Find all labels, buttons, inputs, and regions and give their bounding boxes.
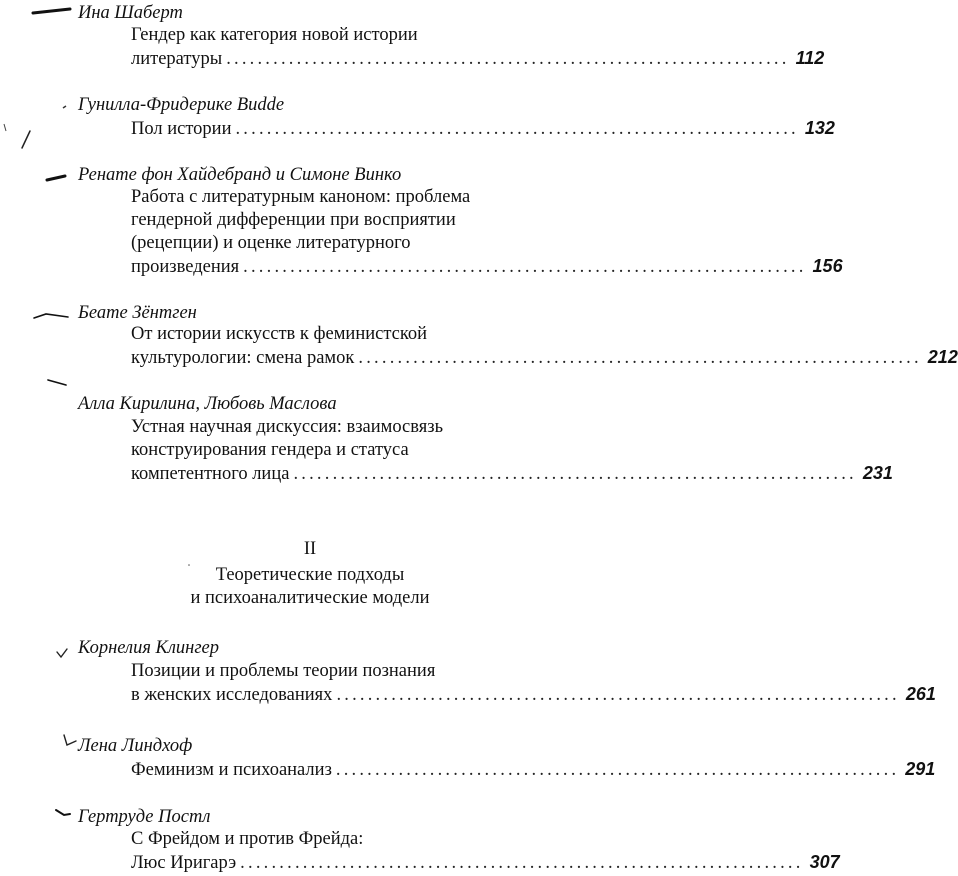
entry-title-line-last: Пол истории ........................................................................ 132 [131, 118, 835, 139]
page-number[interactable]: 231 [862, 463, 893, 483]
dot-leader: ........................................................................ [358, 348, 922, 368]
entry-title-line-last: Люс Иригарэ ........................................................................ 307 [131, 852, 840, 873]
pencil-mark-icon [33, 9, 70, 13]
dot-leader: ........................................................................ [235, 119, 799, 139]
entry-title-line: (рецепции) и оценке литературного [131, 233, 411, 253]
section-title-line: Теоретические подходы [215, 565, 405, 585]
entry-title-line: Гендер как категория новой истории [131, 25, 418, 45]
entry-author: Лена Линдхоф [78, 736, 193, 756]
pencil-mark-icon [56, 810, 70, 815]
entry-author: Гунилла-Фридерике Budde [78, 95, 285, 115]
page-number[interactable]: 291 [905, 759, 936, 779]
entry-title-line-last: литературы ........................................................................ 112 [131, 48, 825, 69]
entry-author: Гертруде Постл [78, 807, 211, 827]
dot-leader: ........................................................................ [336, 685, 900, 705]
entry-title-line: Работа с литературным каноном: проблема [131, 187, 471, 207]
entry-title-line-last: культурологии: смена рамок ........................................................................ 212 [131, 347, 958, 368]
dot-leader: ........................................................................ [240, 853, 804, 873]
page-number[interactable]: 132 [804, 118, 835, 138]
entry-author: Алла Кирилина, Любовь Маслова [78, 394, 337, 414]
entry-title-line: С Фрейдом и против Фрейда: [131, 829, 364, 849]
pencil-mark-icon [22, 131, 30, 148]
page-number[interactable]: 156 [812, 256, 843, 276]
section-numeral: II [303, 539, 317, 559]
pencil-mark-icon [4, 124, 6, 131]
entry-title-line: Устная научная дискуссия: взаимосвязь [131, 417, 444, 437]
section-title-line: и психоаналитические модели [190, 588, 430, 608]
entry-title-line-last: компетентного лица ........................................................................ 231 [131, 463, 893, 484]
entry-title-line-last: Феминизм и психоанализ ........................................................................ 291 [131, 759, 936, 780]
entry-title-line: конструирования гендера и статуса [131, 440, 409, 460]
page-number[interactable]: 112 [795, 48, 825, 68]
entry-title-line-last: в женских исследованиях ........................................................................ 261 [131, 684, 936, 705]
entry-author: Ренате фон Хайдебранд и Симоне Винко [78, 165, 402, 185]
entry-title-line: гендерной дифференции при восприятии [131, 210, 456, 230]
entry-title-line: Позиции и проблемы теории познания [131, 661, 436, 681]
entry-title-line: От истории искусств к феминистской [131, 324, 428, 344]
entry-author: Ина Шаберт [78, 3, 183, 23]
pencil-mark-icon [63, 106, 66, 108]
pencil-mark-icon [57, 649, 67, 657]
dot-leader: ........................................................................ [293, 464, 857, 484]
pencil-mark-icon [64, 735, 76, 745]
pencil-mark-icon [48, 380, 66, 385]
page-number[interactable]: 212 [927, 347, 958, 367]
dot-leader: ........................................................................ [226, 49, 790, 69]
page-number[interactable]: 261 [905, 684, 936, 704]
pencil-mark-icon [34, 314, 68, 318]
dot-leader: ........................................................................ [243, 257, 807, 277]
pencil-mark-icon [47, 176, 65, 180]
entry-title-line-last: произведения ........................................................................ 156 [131, 256, 843, 277]
dot-leader: ........................................................................ [335, 760, 900, 780]
entry-author: Корнелия Клингер [78, 638, 220, 658]
page-number[interactable]: 307 [809, 852, 840, 872]
entry-author: Беате Зёнтген [78, 303, 197, 323]
